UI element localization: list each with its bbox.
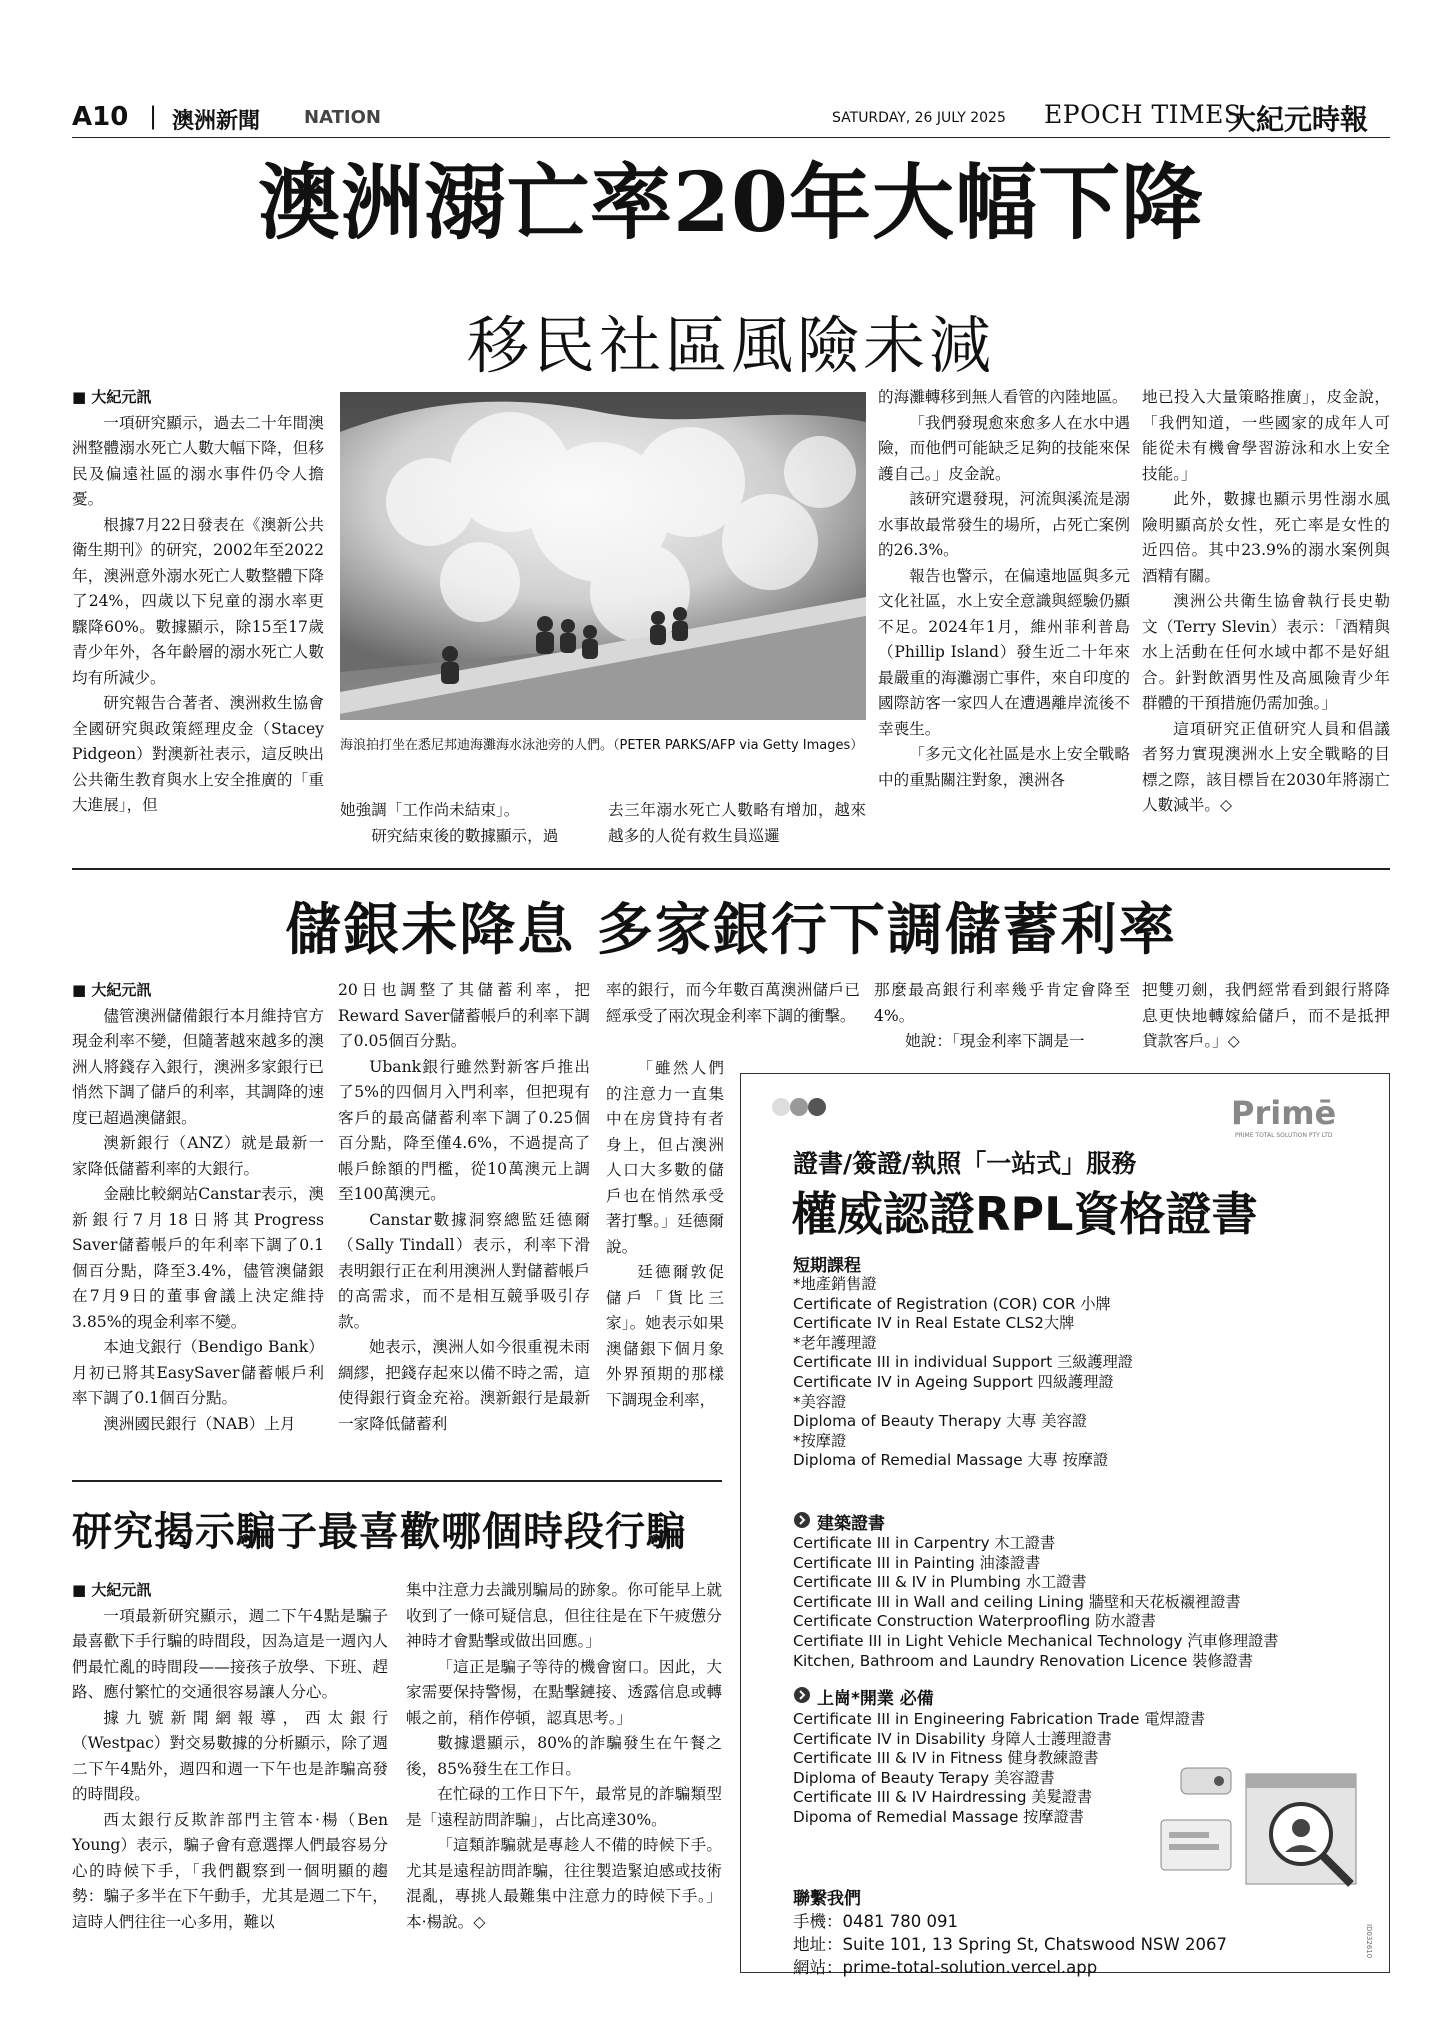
list-item: Diploma of Beauty Terapy 美容證書 <box>793 1768 1055 1787</box>
paragraph: 地已投入大量策略推廣」，皮金說，「我們知道，一些國家的成年人可能從未有機會學習游泳和水上安全技能。」 <box>1142 388 1390 483</box>
paragraph: 她說：「現金利率下調是一 <box>905 1032 1085 1050</box>
story1-column-2 <box>340 798 592 849</box>
section-name: 澳洲新聞 <box>172 109 261 134</box>
masthead <box>72 98 1390 138</box>
paragraph: 集中注意力去識別騙局的跡象。你可能早上就收到了一條可疑信息，但往往是在下午疲憊分神時才會點擊或做出回應。」 <box>406 1581 722 1650</box>
paragraph: 一項最新研究顯示，週二下午4點是騙子最喜歡下手行騙的時間段，因為這是一週內人們最忙亂的時間段——接孩子放學、下班、趕路、應付繁忙的交通很容易讓人分心。 <box>72 1606 388 1701</box>
photo-caption: 海浪拍打坐在悉尼邦迪海灘海水泳池旁的人們。（PETER PARKS/AFP via Getty Images） <box>340 738 864 753</box>
list-item: *老年護理證 <box>793 1333 877 1352</box>
paragraph: 「這類詐騙就是專趁人不備的時候下手。尤其是遠程訪問詐騙，往往製造緊迫感或技術混亂，專挑人最難集中注意力的時候下手。」本·楊說。◇ <box>406 1836 722 1931</box>
list-item: Certificate III in Wall and ceiling Lining 牆壁和天花板襯裡證書 <box>793 1592 1241 1611</box>
advertisement-prime <box>740 1073 1390 1977</box>
story2-headline: 儲銀未降息 多家銀行下調儲蓄利率 <box>285 898 1177 963</box>
list-item: *美容證 <box>793 1392 847 1411</box>
list-item: Certificate IV in Disability 身障人士護理證書 <box>793 1729 1112 1748</box>
list-item: Certificate III & IV in Fitness 健身教練證書 <box>793 1749 1099 1768</box>
news-photo <box>340 392 866 720</box>
paragraph: 的海灘轉移到無人看管的內陸地區。 <box>878 388 1128 406</box>
section-divider <box>72 868 1390 870</box>
issue-date: SATURDAY, 26 JULY 2025 <box>832 110 1006 126</box>
story1-headline: 澳洲溺亡率20年大幅下降 <box>257 155 1205 251</box>
byline: ■ 大紀元訊 <box>72 981 152 999</box>
ad-headline: 權威認證RPL資格證書 <box>791 1187 1258 1241</box>
story2-column-4 <box>874 978 1130 1055</box>
building-certs-list <box>793 1534 1278 1671</box>
paragraph: 「這正是騙子等待的機會窗口。因此，大家需要保持警惕，在點擊鏈接、透露信息或轉帳之前，稍作停頓，認真思考。」 <box>406 1657 722 1727</box>
paragraph: 「我們發現愈來愈多人在水中遇險，而他們可能缺乏足夠的技能來保護自己。」皮金說。 <box>878 413 1130 483</box>
paragraph: 研究結束後的數據顯示，過 <box>371 826 559 845</box>
list-item: Certificate III in Carpentry 木工證書 <box>793 1534 1056 1552</box>
contact-website[interactable]: 網站：prime-total-solution.vercel.app <box>793 1958 1098 1977</box>
paragraph: Canstar數據洞察總監廷德爾（Sally Tindall）表示，利率下滑表明銀行正在利用澳洲人對儲蓄帳戶的高需求，而不是相互競爭吸引存款。 <box>338 1210 590 1331</box>
ad-tagline: 證書/簽證/執照「一站式」服務 <box>793 1149 1137 1178</box>
short-courses-title: 短期課程 <box>793 1256 861 1276</box>
section-divider <box>72 1480 722 1482</box>
paragraph: 該研究還發現，河流與溪流是溺水事故最常發生的場所，占死亡案例的26.3%。 <box>878 490 1130 559</box>
list-item: Dipoma of Remedial Massage 按摩證書 <box>793 1807 1084 1826</box>
byline: ■ 大紀元訊 <box>72 388 152 406</box>
short-courses-list <box>793 1275 1133 1471</box>
story2-column-3 <box>606 978 860 1029</box>
story3-headline: 研究揭示騙子最喜歡哪個時段行騙 <box>72 1509 687 1555</box>
story2-column-1 <box>72 978 324 1437</box>
chevron-right-icon <box>793 1686 811 1704</box>
chevron-right-icon <box>793 1511 811 1529</box>
list-item: Certificate of Registration (COR) COR 小牌 <box>793 1294 1111 1313</box>
paragraph: 數據還顯示，80%的詐騙發生在午餐之後，85%發生在工作日。 <box>406 1734 722 1778</box>
paragraph: 去三年溺水死亡人數略有增加，越來越多的人從有救生員巡邏 <box>608 801 866 845</box>
list-item: Certificate III in Painting 油漆證書 <box>793 1553 1041 1572</box>
list-item: Certificate IV in Ageing Support 四級護理證 <box>793 1372 1114 1391</box>
wave-pool-photo <box>340 392 866 720</box>
story1-column-1 <box>72 385 324 819</box>
paragraph: 她表示，澳洲人如今很重視未雨綢繆，把錢存起來以備不時之需，這使得銀行資金充裕。澳新銀行是最新一家降低儲蓄利 <box>338 1338 590 1433</box>
paragraph: 金融比較網站Canstar表示，澳新銀行7月18日將其Progress Saver儲蓄帳戶的年利率下調了0.1個百分點，降至3.4%，儘管澳儲銀在7月9日的董事會議上決定維持3.85%的現金利率不變。 <box>72 1185 324 1331</box>
paragraph: 這項研究正值研究人員和倡議者努力實現澳洲水上安全戰略的目標之際，該目標旨在2030年將溺亡人數減半。◇ <box>1142 719 1390 814</box>
paragraph: 根據7月22日發表在《澳新公共衛生期刊》的研究，2002年至2022年，澳洲意外溺水死亡人數整體下降了24%，四歲以下兒童的溺水率更驟降60%。數據顯示，除15至17歲青少年外，各年齡層的溺水死亡人數均有所減少。 <box>72 515 324 687</box>
list-item: Kitchen, Bathroom and Laundry Renovation Licence 裝修證書 <box>793 1651 1253 1670</box>
dots-logo-icon <box>771 1096 831 1118</box>
list-item: Certificate Construction Waterproofling 防水證書 <box>793 1612 1156 1631</box>
paragraph: 她強調「工作尚未結束」。 <box>340 801 520 819</box>
list-item: Certificate IV in Real Estate CLS2大牌 <box>793 1314 1075 1333</box>
contact-phone: 手機：0481 780 091 <box>793 1912 958 1931</box>
list-item: *按摩證 <box>793 1431 847 1450</box>
story3-column-2 <box>406 1578 722 1935</box>
paragraph: 報告也警示，在偏遠地區與多元文化社區，水上安全意識與經驗仍顯不足。2024年1月，維州菲利普島（Phillip Island）發生近二十年來最嚴重的海灘溺亡事件，來自印度的國際訪客一家四人在遭遇離岸流後不幸喪生。 <box>878 566 1130 738</box>
paragraph: 那麼最高銀行利率幾乎肯定會降至4%。 <box>874 981 1130 1025</box>
list-item: *地產銷售證 <box>793 1275 877 1293</box>
contact-address: 地址：Suite 101, 13 Spring St, Chatswood NSW 2067 <box>793 1935 1227 1954</box>
paragraph: 澳洲公共衛生協會執行長史勒文（Terry Slevin）表示：「酒精與水上活動在任何水域中都不是好組合。針對飲酒男性及高風險青少年群體的干預措施仍需加強。」 <box>1142 592 1390 712</box>
story2-column-5 <box>1142 978 1390 1055</box>
story1-subheadline: 移民社區風險未減 <box>466 309 995 382</box>
paragraph: 「多元文化社區是水上安全戰略中的重點關注對象，澳洲各 <box>878 745 1130 789</box>
paragraph: 率的銀行，而今年數百萬澳洲儲戶已經承受了兩次現金利率下調的衝擊。 <box>606 981 860 1025</box>
contact-title: 聯繫我們 <box>793 1889 861 1909</box>
prime-logo: Primē <box>1231 1094 1337 1132</box>
paragraph: 「雖然人們的注意力一直集中在房貸持有者身上，但占澳洲人口大多數的儲戶也在悄然承受著打擊。」廷德爾說。 <box>606 1059 724 1256</box>
paragraph: 20日也調整了其儲蓄利率，把Reward Saver儲蓄帳戶的利率下調了0.05個百分點。 <box>338 981 590 1050</box>
list-item: Certificate III in individual Support 三級護理證 <box>793 1353 1133 1372</box>
list-item: Diploma of Remedial Massage 大專 按摩證 <box>793 1451 1109 1470</box>
paragraph: 儘管澳洲儲備銀行本月維持官方現金利率不變，但隨著越來越多的澳洲人將錢存入銀行，澳洲多家銀行已悄然下調了儲戶的利率，其調降的速度已超過澳儲銀。 <box>72 1006 324 1127</box>
section-name-en: NATION <box>304 107 381 128</box>
paragraph: Ubank銀行雖然對新客戶推出了5%的四個月入門利率，但把現有客戶的最高儲蓄利率下調了0.25個百分點，降至僅4.6%，不過提高了帳戶餘額的門檻，從10萬澳元上調至100萬澳元。 <box>338 1057 590 1203</box>
story1-column-5 <box>1142 385 1390 819</box>
paragraph: 本迪戈銀行（Bendigo Bank）月初已將其EasySaver儲蓄帳戶利率下調了0.1個百分點。 <box>72 1338 324 1407</box>
paragraph: 把雙刃劍，我們經常看到銀行將降息更快地轉嫁給儲戶，而不是抵押貸款客戶。」◇ <box>1142 981 1390 1050</box>
paragraph: 西太銀行反欺詐部門主管本·楊（Ben Young）表示，騙子會有意選擇人們最容易分心的時候下手，「我們觀察到一個明顯的趨勢：騙子多半在下午動手，尤其是週二下午，這時人們往往一心多用，難以 <box>72 1810 388 1931</box>
ad-code: ID032610 <box>1365 1924 1373 1959</box>
paragraph: 一項研究顯示，過去二十年間澳洲整體溺水死亡人數大幅下降，但移民及偏遠社區的溺水事件仍令人擔憂。 <box>72 413 324 508</box>
story1-column-4 <box>878 385 1130 793</box>
list-item: Certificate III in Engineering Fabrication Trade 電焊證書 <box>793 1710 1206 1728</box>
certificate-illustration-icon <box>1151 1754 1371 1894</box>
building-certs-title: 建築證書 <box>817 1514 885 1534</box>
paragraph: 研究報告合著者、澳洲救生協會全國研究與政策經理皮金（Stacey Pidgeon）對澳新社表示，這反映出公共衛生教育與水上安全推廣的「重大進展」，但 <box>72 694 324 814</box>
paragraph: 廷德爾敦促儲戶「貨比三家」。她表示如果澳儲銀下個月象外界預期的那樣下調現金利率， <box>606 1263 724 1409</box>
prime-logo-subtitle: PRIME TOTAL SOLUTION PTY LTD <box>1235 1132 1333 1139</box>
list-item: Certifiate III in Light Vehicle Mechanical Technology 汽車修理證書 <box>793 1631 1279 1650</box>
paragraph: 在忙碌的工作日下午，最常見的詐騙類型是「遠程訪問詐騙」，占比高達30%。 <box>406 1785 722 1829</box>
paragraph: 澳新銀行（ANZ）就是最新一家降低儲蓄利率的大銀行。 <box>72 1134 324 1178</box>
paragraph: 據九號新聞網報導，西太銀行（Westpac）對交易數據的分析顯示，除了週二下午4點外，週四和週一下午也是詐騙高發的時間段。 <box>72 1708 388 1803</box>
page-number: A10 <box>72 102 129 132</box>
job-certs-title: 上崗*開業 必備 <box>817 1689 934 1709</box>
job-certs-list <box>793 1710 1205 1828</box>
byline: ■ 大紀元訊 <box>72 1581 152 1599</box>
paragraph: 此外，數據也顯示男性溺水風險明顯高於女性，死亡率是女性的近四倍。其中23.9%的溺水案例與酒精有關。 <box>1142 490 1390 585</box>
story3-column-1 <box>72 1578 388 1935</box>
brand-logo-zh: 大紀元時報 <box>1228 103 1369 136</box>
story1-column-3 <box>608 798 866 849</box>
story2-column-3-narrow <box>606 1056 724 1413</box>
list-item: Certificate III & IV in Plumbing 水工證書 <box>793 1573 1087 1592</box>
masthead-separator: | <box>149 102 158 130</box>
list-item: Diploma of Beauty Therapy 大專 美容證 <box>793 1412 1087 1431</box>
brand-logo-en: EPOCH TIMES <box>1044 100 1242 129</box>
story2-column-2 <box>338 978 590 1437</box>
paragraph: 澳洲國民銀行（NAB）上月 <box>103 1414 296 1433</box>
list-item: Certificate III & IV Hairdressing 美髮證書 <box>793 1788 1093 1807</box>
